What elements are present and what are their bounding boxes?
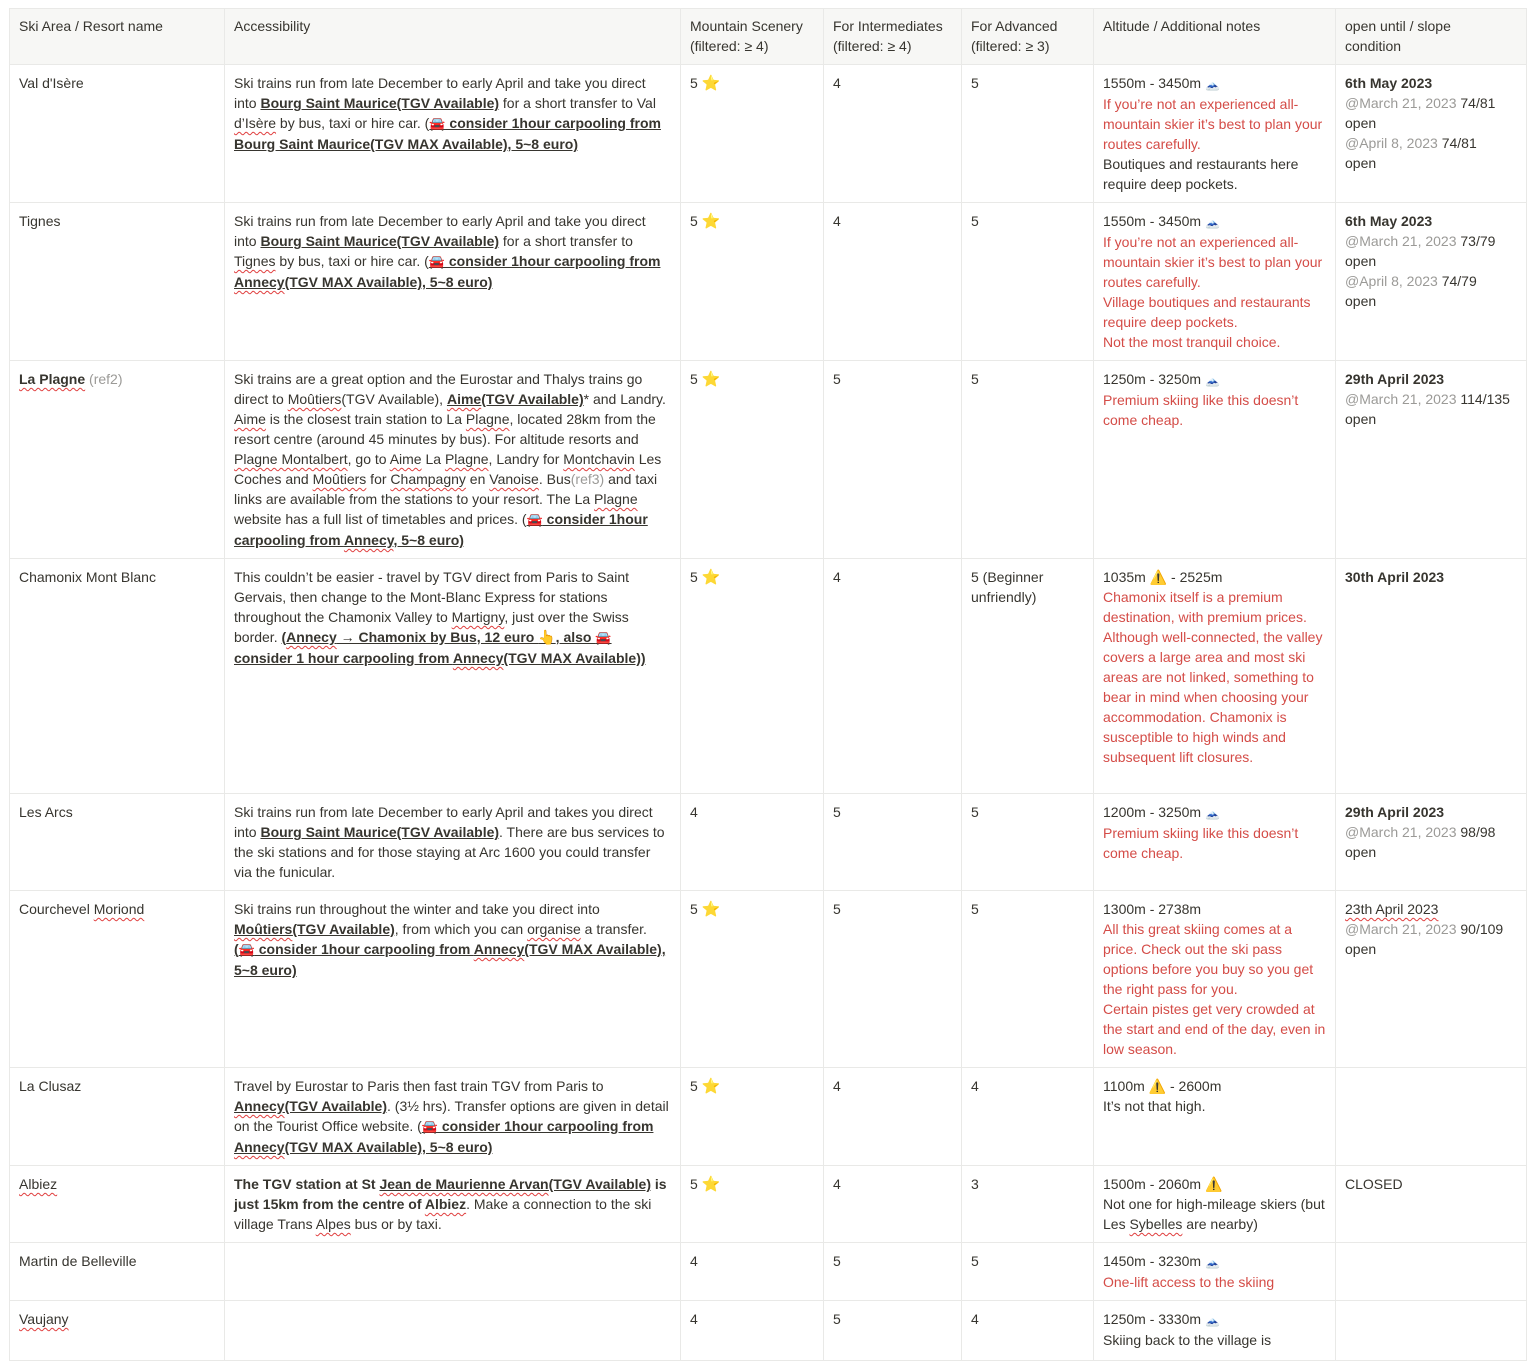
open-until-cell[interactable]: 6th May 2023 @March 21, 2023 74/81 open @April 8, 2023 74/81 open: [1336, 65, 1527, 203]
resort-name[interactable]: Vaujany: [10, 1301, 225, 1361]
advanced-cell[interactable]: 5: [962, 891, 1094, 1068]
intermediates-cell[interactable]: 5: [824, 794, 962, 891]
car-icon: 🚘: [595, 630, 612, 645]
car-icon: 🚘: [421, 1119, 438, 1134]
scenery-cell[interactable]: 5 ⭐: [681, 361, 824, 559]
warning-icon: ⚠️: [1148, 1078, 1167, 1094]
carpool-link[interactable]: (🚘 consider 1hour carpooling from Annecy(TGV MAX Available), 5~8 euro): [234, 941, 666, 978]
scenery-cell[interactable]: 4: [681, 1243, 824, 1301]
station-link[interactable]: Annecy(TGV Available): [234, 1098, 388, 1114]
table-row: [10, 794, 1527, 891]
advanced-cell[interactable]: 3: [962, 1166, 1094, 1243]
altitude-cell[interactable]: 1200m - 3250m 🗻 Premium skiing like this doesn’t come cheap.: [1094, 794, 1336, 891]
intermediates-cell[interactable]: 4: [824, 559, 962, 794]
advanced-cell[interactable]: 5: [962, 794, 1094, 891]
table-row: [10, 65, 1527, 203]
intermediates-cell[interactable]: 4: [824, 65, 962, 203]
advanced-cell[interactable]: 5: [962, 65, 1094, 203]
accessibility-cell[interactable]: Ski trains run from late December to early April and take you direct into Bourg Saint Maurice(TGV Available) for a short transfer to Val d’Isère by bus, taxi or hire car. (🚘 consider 1hour carpooling from Bourg Saint Maurice(TGV MAX Available), 5~8 euro): [225, 65, 681, 203]
altitude-cell[interactable]: 1550m - 3450m 🗻 If you’re not an experienced all-mountain skier it’s best to plan your routes carefully. Village boutiques and restaurants require deep pockets. Not the most tranquil choice.: [1094, 203, 1336, 361]
advanced-cell[interactable]: 5: [962, 203, 1094, 361]
open-until-cell[interactable]: 29th April 2023 @March 21, 2023 114/135 open: [1336, 361, 1527, 559]
mountain-icon: 🗻: [1204, 1255, 1220, 1269]
station-link[interactable]: Bourg Saint Maurice(TGV Available): [260, 95, 500, 111]
scenery-cell[interactable]: 5 ⭐: [681, 65, 824, 203]
mountain-icon: 🗻: [1204, 806, 1220, 820]
mountain-icon: 🗻: [1204, 373, 1220, 387]
star-icon: ⭐: [701, 901, 721, 918]
carpool-link[interactable]: 🚘 consider 1hour carpooling from Annecy(TGV MAX Available), 5~8 euro): [234, 253, 661, 290]
altitude-cell[interactable]: 1300m - 2738m All this great skiing comes at a price. Check out the ski pass options before you buy so you get the right pass for you. Certain pistes get very crowded at the start and end of the day, even in low season.: [1094, 891, 1336, 1068]
intermediates-cell[interactable]: 4: [824, 1166, 962, 1243]
star-icon: ⭐: [701, 1176, 721, 1193]
table-row: [10, 203, 1527, 361]
advanced-cell[interactable]: 5: [962, 1243, 1094, 1301]
open-until-cell[interactable]: [1336, 1068, 1527, 1166]
advanced-cell[interactable]: 5 (Beginner unfriendly): [962, 559, 1094, 794]
altitude-cell[interactable]: 1450m - 3230m 🗻 One-lift access to the skiing: [1094, 1243, 1336, 1301]
header-altitude[interactable]: Altitude / Additional notes: [1094, 9, 1336, 65]
station-link[interactable]: Bourg Saint Maurice(TGV Available): [260, 824, 500, 840]
ref-link[interactable]: (ref2): [89, 371, 123, 387]
star-icon: ⭐: [701, 1078, 721, 1095]
open-until-cell[interactable]: [1336, 1301, 1527, 1361]
accessibility-cell[interactable]: Ski trains run throughout the winter and take you direct into Moûtiers(TGV Available), from which you can organise a transfer. (🚘 consider 1hour carpooling from Annecy(TGV MAX Available), 5~8 euro): [225, 891, 681, 1068]
car-icon: 🚘: [526, 512, 543, 527]
carpool-link[interactable]: 🚘 consider 1hour carpooling from Bourg Saint Maurice(TGV MAX Available), 5~8 euro): [234, 115, 661, 152]
scenery-cell[interactable]: 5 ⭐: [681, 203, 824, 361]
accessibility-cell[interactable]: Ski trains run from late December to early April and take you direct into Bourg Saint Maurice(TGV Available) for a short transfer to Tignes by bus, taxi or hire car. (🚘 consider 1hour carpooling from Annecy(TGV MAX Available), 5~8 euro): [225, 203, 681, 361]
scenery-cell[interactable]: 4: [681, 1301, 824, 1361]
warning-icon: ⚠️: [1204, 1176, 1223, 1192]
table-row: [10, 1068, 1527, 1166]
accessibility-cell[interactable]: Travel by Eurostar to Paris then fast train TGV from Paris to Annecy(TGV Available). (3½ hrs). Transfer options are given in detail on the Tourist Office website. (🚘 consider 1hour carpooling from Annecy(TGV MAX Available), 5~8 euro): [225, 1068, 681, 1166]
advanced-cell[interactable]: 4: [962, 1301, 1094, 1361]
pointing-hand-icon: 👆: [538, 629, 556, 645]
intermediates-cell[interactable]: 5: [824, 891, 962, 1068]
header-open-until[interactable]: open until / slope condition: [1336, 9, 1527, 65]
station-link[interactable]: Bourg Saint Maurice(TGV Available): [260, 233, 500, 249]
open-until-cell[interactable]: 6th May 2023 @March 21, 2023 73/79 open @April 8, 2023 74/79 open: [1336, 203, 1527, 361]
star-icon: ⭐: [701, 75, 721, 92]
advanced-cell[interactable]: 5: [962, 361, 1094, 559]
resort-name[interactable]: Martin de Belleville: [10, 1243, 225, 1301]
table-row: [10, 361, 1527, 559]
accessibility-cell[interactable]: Ski trains run from late December to early April and takes you direct into Bourg Saint Maurice(TGV Available). There are bus services to the ski stations and for those staying at Arc 1600 you could transfer via the funicular.: [225, 794, 681, 891]
table-row: [10, 1243, 1527, 1301]
resort-table: [9, 8, 1527, 1361]
resort-name[interactable]: Courchevel Moriond: [10, 891, 225, 1068]
intermediates-cell[interactable]: 5: [824, 1301, 962, 1361]
mountain-icon: 🗻: [1204, 1313, 1220, 1327]
header-intermediates[interactable]: For Intermediates (filtered: ≥ 4): [824, 9, 962, 65]
scenery-cell[interactable]: 5 ⭐: [681, 1166, 824, 1243]
intermediates-cell[interactable]: 5: [824, 1243, 962, 1301]
intermediates-cell[interactable]: 4: [824, 1068, 962, 1166]
accessibility-cell[interactable]: The TGV station at St Jean de Maurienne Arvan(TGV Available) is just 15km from the centre of Albiez. Make a connection to the ski village Trans Alpes bus or by taxi.: [225, 1166, 681, 1243]
scenery-cell[interactable]: 4: [681, 794, 824, 891]
car-icon: 🚘: [238, 942, 255, 957]
table-row: [10, 1301, 1527, 1361]
intermediates-cell[interactable]: 4: [824, 203, 962, 361]
resort-name[interactable]: Tignes: [10, 203, 225, 361]
accessibility-cell[interactable]: [225, 1301, 681, 1361]
resort-name[interactable]: Val d'Isère: [10, 65, 225, 203]
scenery-cell[interactable]: 5 ⭐: [681, 891, 824, 1068]
table-wrapper: [9, 8, 1526, 1361]
altitude-cell[interactable]: 1250m - 3250m 🗻 Premium skiing like this doesn’t come cheap.: [1094, 361, 1336, 559]
scenery-cell[interactable]: 5 ⭐: [681, 559, 824, 794]
altitude-cell[interactable]: 1250m - 3330m 🗻 Skiing back to the village is: [1094, 1301, 1336, 1361]
intermediates-cell[interactable]: 5: [824, 361, 962, 559]
open-until-cell[interactable]: 23th April 2023 @March 21, 2023 90/109 open: [1336, 891, 1527, 1068]
star-icon: ⭐: [701, 569, 721, 586]
star-icon: ⭐: [701, 371, 721, 388]
open-until-cell[interactable]: CLOSED: [1336, 1166, 1527, 1243]
accessibility-cell[interactable]: Ski trains are a great option and the Eurostar and Thalys trains go direct to Moûtiers(TGV Available), Aime(TGV Available)* and Landry. Aime is the closest train station to La Plagne, located 28km from the resort centre (around 45 minutes by bus). For altitude resorts and Plagne Montalbert, go to Aime La Plagne, Landry for Montchavin Les Coches and Moûtiers for Champagny en Vanoise. Bus(ref3) and taxi links are available from the stations to your resort. The La Plagne website has a full list of timetables and prices. (🚘 consider 1hour carpooling from Annecy, 5~8 euro): [225, 361, 681, 559]
open-until-cell[interactable]: [1336, 1243, 1527, 1301]
table-row: [10, 891, 1527, 1068]
accessibility-cell[interactable]: [225, 1243, 681, 1301]
resort-name[interactable]: La Clusaz: [10, 1068, 225, 1166]
open-until-cell[interactable]: 29th April 2023 @March 21, 2023 98/98 open: [1336, 794, 1527, 891]
car-icon: 🚘: [428, 254, 445, 269]
header-name[interactable]: Ski Area / Resort name: [10, 9, 225, 65]
ref-link[interactable]: (ref3): [570, 471, 605, 487]
table-row: [10, 1166, 1527, 1243]
header-row: [10, 9, 1527, 65]
advanced-cell[interactable]: 4: [962, 1068, 1094, 1166]
header-accessibility[interactable]: Accessibility: [225, 9, 681, 65]
scenery-cell[interactable]: 5 ⭐: [681, 1068, 824, 1166]
mountain-icon: 🗻: [1204, 215, 1220, 229]
resort-name[interactable]: Albiez: [10, 1166, 225, 1243]
resort-name[interactable]: Les Arcs: [10, 794, 225, 891]
station-link[interactable]: Aime(TGV Available): [446, 391, 584, 407]
open-until-cell[interactable]: 30th April 2023: [1336, 559, 1527, 794]
altitude-cell[interactable]: 1100m ⚠️ - 2600m It’s not that high.: [1094, 1068, 1336, 1166]
altitude-cell[interactable]: 1035m ⚠️ - 2525m Chamonix itself is a premium destination, with premium prices. Although well-connected, the valley covers a large area and most ski areas are not linked, something to bear in mind when choosing your accommodation. Chamonix is susceptible to high winds and subsequent lift closures.: [1094, 559, 1336, 794]
resort-name[interactable]: La Plagne (ref2): [10, 361, 225, 559]
mountain-icon: 🗻: [1204, 77, 1220, 91]
header-advanced[interactable]: For Advanced (filtered: ≥ 3): [962, 9, 1094, 65]
star-icon: ⭐: [701, 213, 721, 230]
carpool-link[interactable]: 🚘 consider 1hour carpooling from Annecy, 5~8 euro): [234, 511, 648, 548]
resort-name[interactable]: Chamonix Mont Blanc: [10, 559, 225, 794]
car-icon: 🚘: [429, 116, 446, 131]
station-link[interactable]: Jean de Maurienne Arvan(TGV Available): [379, 1176, 651, 1192]
transfer-link[interactable]: (Annecy → Chamonix by Bus, 12 euro 👆, also 🚘 consider 1 hour carpooling from Annecy(TGV MAX Available)): [234, 629, 646, 666]
header-scenery[interactable]: Mountain Scenery (filtered: ≥ 4): [681, 9, 824, 65]
table-row: [10, 559, 1527, 794]
station-link[interactable]: Moûtiers(TGV Available): [234, 921, 395, 937]
accessibility-cell[interactable]: This couldn’t be easier - travel by TGV direct from Paris to Saint Gervais, then change to the Mont-Blanc Express for stations throughout the Chamonix Valley to Martigny, just over the Swiss border. (Annecy → Chamonix by Bus, 12 euro 👆, also 🚘 consider 1 hour carpooling from Annecy(TGV MAX Available)): [225, 559, 681, 794]
warning-icon: ⚠️: [1149, 569, 1168, 585]
altitude-cell[interactable]: 1550m - 3450m 🗻 If you’re not an experienced all-mountain skier it’s best to plan your routes carefully. Boutiques and restaurants here require deep pockets.: [1094, 65, 1336, 203]
carpool-link[interactable]: 🚘 consider 1hour carpooling from Annecy(TGV MAX Available), 5~8 euro): [234, 1118, 654, 1155]
altitude-cell[interactable]: 1500m - 2060m ⚠️ Not one for high-mileage skiers (but Les Sybelles are nearby): [1094, 1166, 1336, 1243]
